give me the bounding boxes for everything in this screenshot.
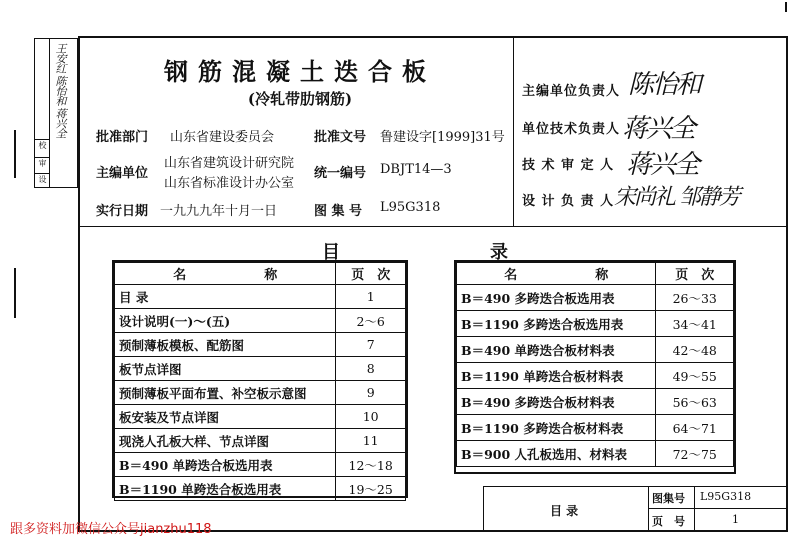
- toc-item-name: 板安装及节点详图: [115, 405, 336, 429]
- toc-item-name: B＝900 人孔板选用、材料表: [457, 441, 656, 467]
- toc-item-page: 8: [336, 357, 406, 381]
- strip-row-label: 校: [38, 141, 47, 149]
- strip-divider: [49, 39, 50, 187]
- toc-item-name: B＝1190 多跨迭合板材料表: [457, 415, 656, 441]
- title-block-divider: [648, 486, 649, 532]
- signature-label-design: 设 计 负 责 人: [522, 194, 615, 209]
- signature-label-review: 技 术 审 定 人: [522, 158, 615, 173]
- toc-col-page: 页 次: [336, 263, 406, 285]
- toc-item-page: 72～75: [656, 441, 734, 467]
- toc-item-name: B＝490 多跨迭合板材料表: [457, 389, 656, 415]
- toc-item-page: 34～41: [656, 311, 734, 337]
- toc-item-page: 1: [336, 285, 406, 309]
- title-block-divider: [694, 486, 695, 532]
- info-value-atlas-no: L95G318: [380, 200, 441, 215]
- table-row: [115, 381, 406, 405]
- table-row: [457, 415, 734, 441]
- info-value-approver: 山东省建设委员会: [170, 130, 275, 145]
- edge-mark-left-lower: [14, 268, 16, 318]
- info-label-unified-no: 统一编号: [314, 166, 367, 181]
- toc-right-table: [456, 262, 734, 467]
- toc-item-page: 42～48: [656, 337, 734, 363]
- document-title: 钢筋混凝土迭合板: [164, 57, 436, 86]
- toc-heading-right: 录: [490, 242, 508, 263]
- toc-item-name: B＝1190 单跨迭合板材料表: [457, 363, 656, 389]
- table-row: [115, 477, 406, 501]
- strip-row-line: [35, 139, 49, 140]
- header-divider-horizontal: [78, 226, 788, 227]
- title-block-row-line: [648, 508, 788, 509]
- toc-item-name: B＝1190 多跨迭合板选用表: [457, 311, 656, 337]
- toc-item-page: 2～6: [336, 309, 406, 333]
- toc-col-page: 页 次: [656, 263, 734, 285]
- table-row: [457, 389, 734, 415]
- toc-item-name: 目 录: [115, 285, 336, 309]
- info-label-editor: 主编单位: [96, 166, 149, 181]
- toc-left-table: [114, 262, 406, 501]
- info-label-approver: 批准部门: [96, 130, 149, 145]
- toc-item-name: B＝490 多跨迭合板选用表: [457, 285, 656, 311]
- strip-row-label: 设: [38, 175, 47, 183]
- table-row: [457, 337, 734, 363]
- toc-item-name: 预制薄板平面布置、补空板示意图: [115, 381, 336, 405]
- review-strip: [34, 38, 78, 188]
- toc-item-page: 7: [336, 333, 406, 357]
- table-row: [115, 405, 406, 429]
- table-row: [457, 441, 734, 467]
- toc-item-page: 11: [336, 429, 406, 453]
- signature-chief: 陈怡和: [628, 70, 701, 100]
- title-block-page-label: 页 号: [652, 515, 685, 528]
- strip-row-label: 审: [38, 159, 47, 167]
- table-row: [115, 333, 406, 357]
- toc-item-name: 现浇人孔板大样、节点详图: [115, 429, 336, 453]
- toc-item-name: 设计说明(一)～(五): [115, 309, 336, 333]
- toc-item-page: 10: [336, 405, 406, 429]
- strip-stamp: 王安红 陈怡和 蒋兴全: [54, 43, 67, 138]
- toc-item-page: 19～25: [336, 477, 406, 501]
- signature-tech: 蒋兴全: [622, 114, 695, 144]
- toc-item-page: 56～63: [656, 389, 734, 415]
- table-row: [115, 453, 406, 477]
- toc-col-name: 名 称: [115, 263, 336, 285]
- edge-mark-right: [785, 2, 787, 12]
- signature-label-chief: 主编单位负责人: [522, 84, 621, 99]
- footer-watermark-note: 跟多资料加微信公众号jianzhu118: [10, 522, 212, 537]
- info-value-editor-2: 山东省标准设计办公室: [164, 176, 295, 191]
- toc-item-page: 12～18: [336, 453, 406, 477]
- info-label-approval-no: 批准文号: [314, 130, 367, 145]
- toc-item-name: B＝490 单跨迭合板选用表: [115, 453, 336, 477]
- edge-mark-left: [14, 130, 16, 178]
- toc-item-name: 预制薄板模板、配筋图: [115, 333, 336, 357]
- title-block-name: 目 录: [550, 504, 579, 518]
- toc-heading-left: 目: [322, 242, 340, 263]
- title-block-atlas-value: L95G318: [700, 490, 752, 503]
- toc-item-name: 板节点详图: [115, 357, 336, 381]
- title-block-page-value: 1: [732, 513, 739, 526]
- table-row: [115, 309, 406, 333]
- info-label-date: 实行日期: [96, 204, 149, 219]
- toc-item-page: 49～55: [656, 363, 734, 389]
- table-row: [115, 357, 406, 381]
- table-row: [457, 285, 734, 311]
- document-subtitle: (冷轧带肋钢筋): [247, 90, 353, 108]
- signature-review: 蒋兴全: [626, 150, 699, 180]
- info-value-unified-no: DBJT14—3: [380, 162, 452, 177]
- toc-col-name: 名 称: [457, 263, 656, 285]
- table-row: [115, 285, 406, 309]
- title-block-atlas-label: 图集号: [652, 492, 685, 505]
- info-label-atlas-no: 图 集 号: [314, 204, 363, 219]
- info-value-approval-no: 鲁建设字[1999]31号: [380, 130, 505, 145]
- table-row: [115, 429, 406, 453]
- toc-item-page: 9: [336, 381, 406, 405]
- strip-row-line: [35, 173, 49, 174]
- signature-design: 宋尚礼 邹静芳: [614, 185, 739, 210]
- toc-item-name: B＝490 单跨迭合板材料表: [457, 337, 656, 363]
- toc-item-page: 64～71: [656, 415, 734, 441]
- info-value-editor-1: 山东省建筑设计研究院: [164, 156, 295, 171]
- strip-row-line: [35, 157, 49, 158]
- header-divider-vertical: [513, 36, 514, 226]
- toc-item-page: 26～33: [656, 285, 734, 311]
- signature-label-tech: 单位技术负责人: [522, 122, 621, 137]
- info-value-date: 一九九九年十月一日: [160, 204, 278, 219]
- toc-item-name: B＝1190 单跨迭合板选用表: [115, 477, 336, 501]
- table-row: [457, 311, 734, 337]
- table-row: [457, 363, 734, 389]
